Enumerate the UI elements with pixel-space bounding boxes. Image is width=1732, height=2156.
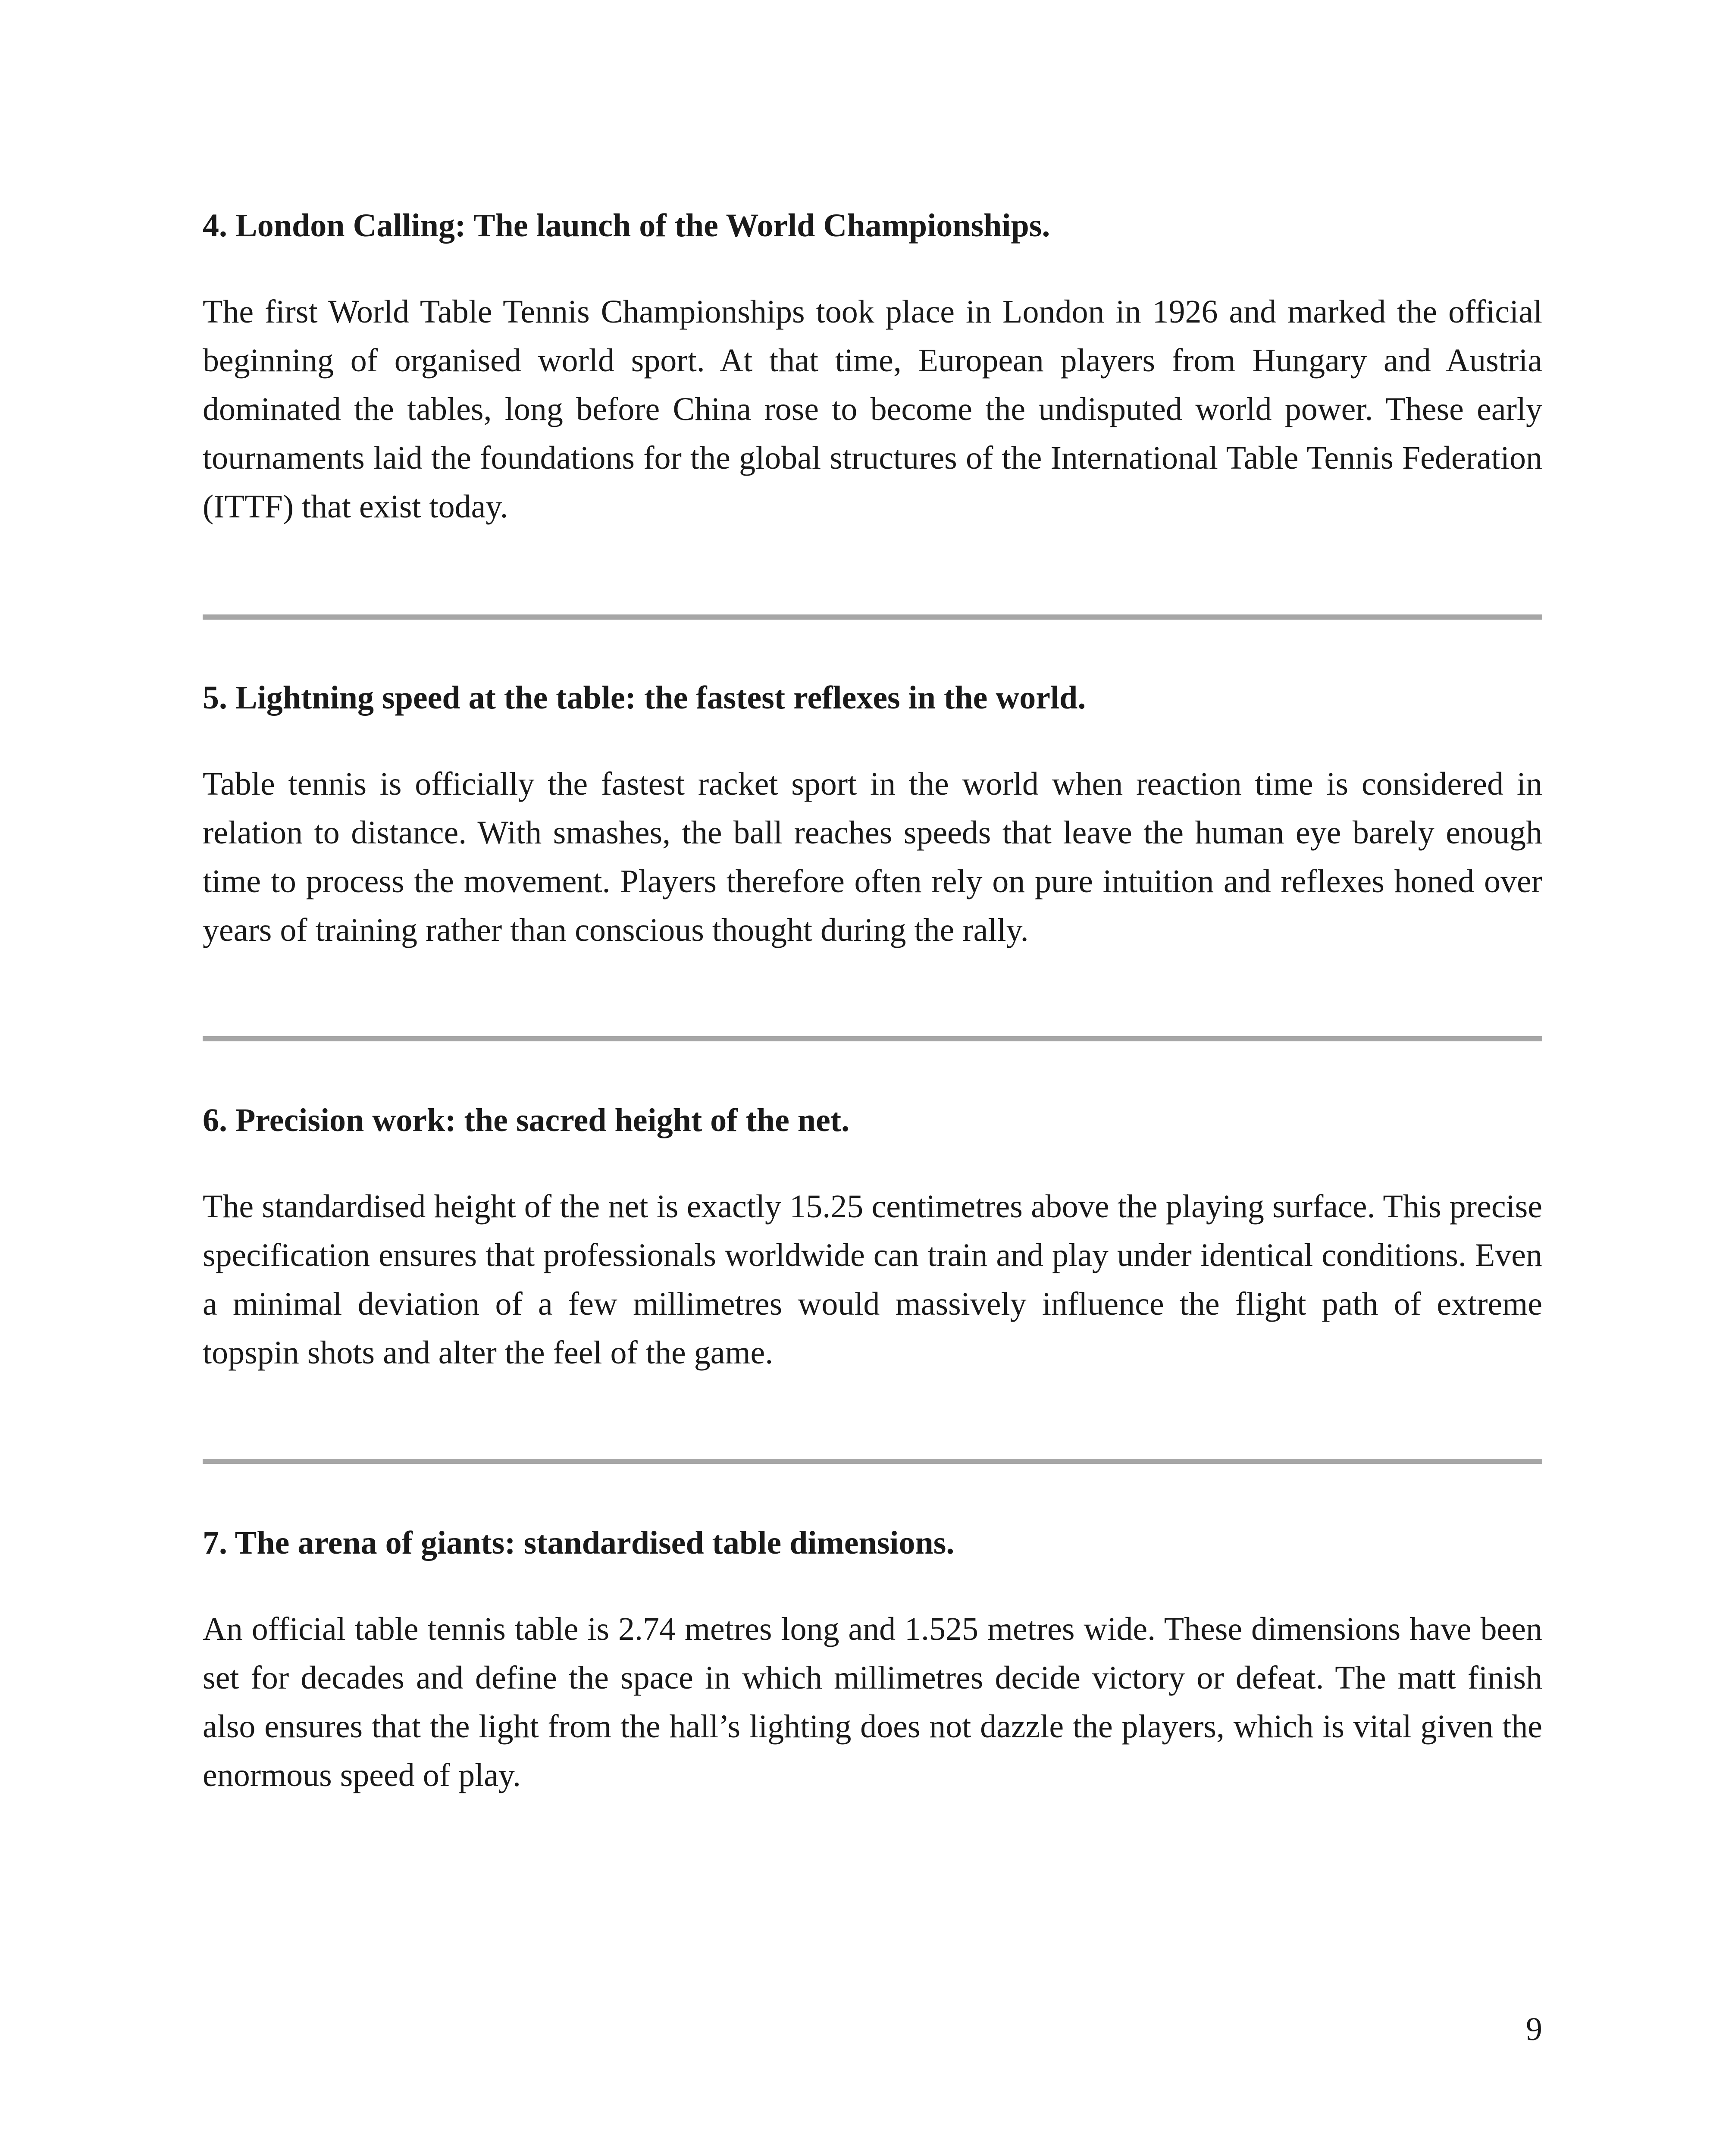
section-table-dimensions [203, 1522, 1542, 1800]
page-number: 9 [1526, 2011, 1542, 2047]
section-body: The first World Table Tennis Championships took place in London in 1926 and marked the official beginning of organised world sport. At that time, European players from Hungary and Austria dominated the tables, long before China rose to become the undisputed world power. These early tournaments laid the foundations for the global structures of the International Table Tennis Federation (ITTF) that exist today. [203, 294, 1542, 525]
section-body: Table tennis is officially the fastest racket sport in the world when reaction time is considered in relation to distance. With smashes, the ball reaches speeds that leave the human eye barely enough time to process the movement. Players therefore often rely on pure intuition and reflexes honed over years of training rather than conscious thought during the rally. [203, 766, 1542, 948]
section-heading: 5. Lightning speed at the table: the fastest reflexes in the world. [203, 680, 1086, 716]
section-divider [203, 1036, 1542, 1041]
section-net-height [203, 1100, 1542, 1377]
section-world-championships [203, 205, 1542, 531]
document-page [203, 0, 1542, 2156]
section-heading: 7. The arena of giants: standardised table dimensions. [203, 1525, 955, 1561]
section-lightning-speed [203, 677, 1542, 955]
section-divider [203, 614, 1542, 620]
section-divider [203, 1459, 1542, 1464]
section-heading: 6. Precision work: the sacred height of the net. [203, 1102, 850, 1138]
section-heading: 4. London Calling: The launch of the World Championships. [203, 207, 1050, 244]
section-body: An official table tennis table is 2.74 metres long and 1.525 metres wide. These dimensions have been set for decades and define the space in which millimetres decide victory or defeat. The matt finish also ensures that the light from the hall’s lighting does not dazzle the players, which is vital given the enormous speed of play. [203, 1611, 1542, 1793]
section-body: The standardised height of the net is exactly 15.25 centimetres above the playing surface. This precise specification ensures that professionals worldwide can train and play under identical conditions. Even a minimal deviation of a few millimetres would massively influence the flight path of extreme topspin shots and alter the feel of the game. [203, 1188, 1542, 1371]
